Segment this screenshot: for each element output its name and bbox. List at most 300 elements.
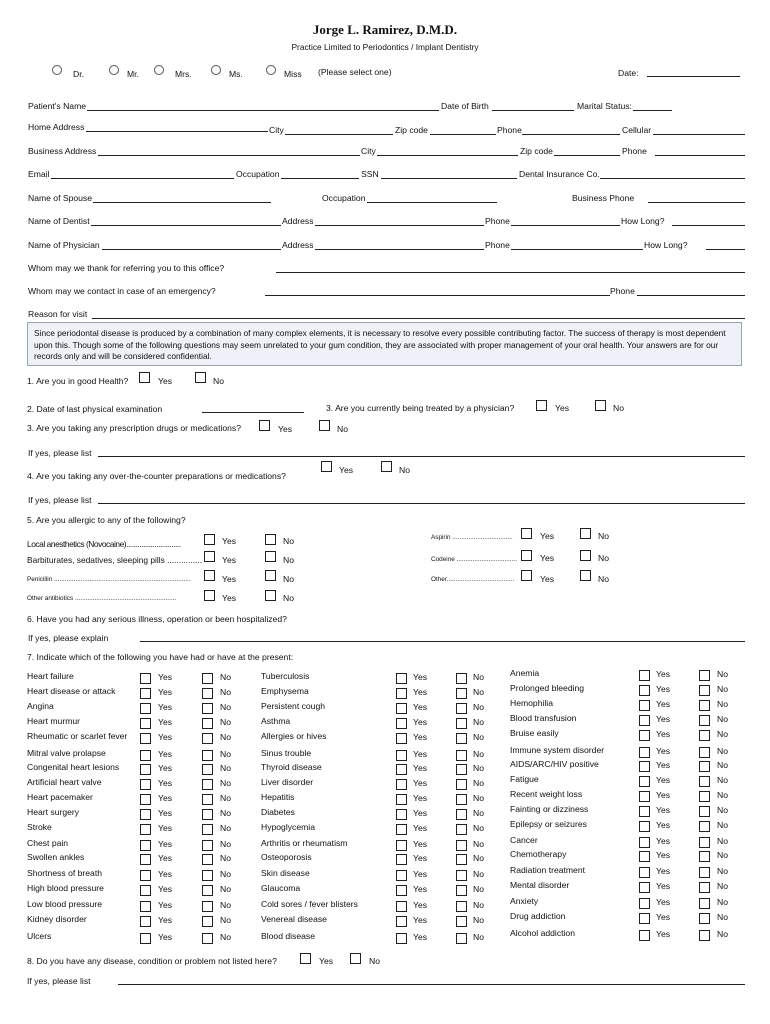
condition-col3-0-label: Anemia — [510, 668, 540, 678]
condition-col2-11-no-label: No — [473, 839, 484, 849]
condition-col2-10-yes-label: Yes — [413, 823, 428, 833]
q3-no-label: No — [613, 403, 624, 413]
q8-list-field[interactable] — [118, 984, 745, 985]
reason-field[interactable] — [92, 318, 745, 319]
condition-col2-4-no-checkbox[interactable] — [456, 733, 467, 744]
condition-col2-8-label: Hepatitis — [261, 792, 295, 802]
q4-no-checkbox[interactable] — [381, 461, 392, 472]
condition-col2-10-label: Hypoglycemia — [261, 822, 315, 832]
condition-col1-5-no-label: No — [220, 749, 231, 759]
physician-phone-label: Phone — [485, 240, 510, 250]
q1-no-label: No — [213, 376, 224, 386]
condition-col3-6-yes-checkbox[interactable] — [639, 761, 650, 772]
q2-field[interactable] — [202, 412, 304, 413]
condition-col1-13-no-checkbox[interactable] — [202, 870, 213, 881]
condition-col3-5-no-checkbox[interactable] — [699, 747, 710, 758]
occupation-label: Occupation — [236, 169, 280, 179]
condition-col3-3-label: Blood transfusion — [510, 713, 577, 723]
condition-col1-3-yes-label: Yes — [158, 717, 173, 727]
allergy-codeine-no[interactable] — [580, 550, 591, 561]
condition-col2-11-no-checkbox[interactable] — [456, 840, 467, 851]
condition-col3-2-yes-checkbox[interactable] — [639, 700, 650, 711]
allergy-local-anesthetics: Local anesthetics (Novocaine)............................. — [27, 539, 181, 549]
condition-col1-12-yes-checkbox[interactable] — [140, 854, 151, 865]
condition-col1-14-label: High blood pressure — [27, 883, 104, 893]
condition-col3-9-no-checkbox[interactable] — [699, 806, 710, 817]
physician-address-field[interactable] — [315, 249, 484, 250]
condition-col3-3-no-checkbox[interactable] — [699, 715, 710, 726]
allergy-barbiturates-yes-label: Yes — [222, 555, 237, 565]
condition-col2-13-yes-label: Yes — [413, 869, 428, 879]
condition-col3-8-no-checkbox[interactable] — [699, 791, 710, 802]
condition-col3-8-yes-checkbox[interactable] — [639, 791, 650, 802]
condition-col3-9-yes-checkbox[interactable] — [639, 806, 650, 817]
allergy-local-anesthetics-no[interactable] — [265, 534, 276, 545]
condition-col3-12-yes-checkbox[interactable] — [639, 851, 650, 862]
condition-col2-16-no-checkbox[interactable] — [456, 916, 467, 927]
condition-col3-17-label: Alcohol addiction — [510, 928, 575, 938]
condition-col3-11-no-checkbox[interactable] — [699, 837, 710, 848]
dental-insurance-field[interactable] — [600, 178, 745, 179]
allergy-local-anesthetics-yes[interactable] — [204, 534, 215, 545]
condition-col1-0-yes-checkbox[interactable] — [140, 673, 151, 684]
condition-col1-2-no-checkbox[interactable] — [202, 703, 213, 714]
condition-col1-5-no-checkbox[interactable] — [202, 750, 213, 761]
condition-col3-11-yes-checkbox[interactable] — [639, 837, 650, 848]
condition-col1-7-yes-checkbox[interactable] — [140, 779, 151, 790]
home-city-field[interactable] — [285, 134, 393, 135]
condition-col2-11-yes-checkbox[interactable] — [396, 840, 407, 851]
allergy-local-anesthetics-yes-label: Yes — [222, 536, 237, 546]
allergy-penicillin-no-label: No — [283, 574, 294, 584]
business-zip-label: Zip code — [520, 146, 553, 156]
condition-col1-16-label: Kidney disorder — [27, 914, 87, 924]
condition-col1-2-yes-label: Yes — [158, 702, 173, 712]
q8-no-checkbox[interactable] — [350, 953, 361, 964]
condition-col1-12-label: Swollen ankles — [27, 852, 85, 862]
condition-col1-6-yes-label: Yes — [158, 763, 173, 773]
condition-col3-17-yes-checkbox[interactable] — [639, 930, 650, 941]
date-label: Date: — [618, 68, 639, 78]
patient-name-field[interactable] — [87, 110, 439, 111]
q3b-no-checkbox[interactable] — [319, 420, 330, 431]
condition-col3-5-yes-checkbox[interactable] — [639, 747, 650, 758]
condition-col2-15-yes-checkbox[interactable] — [396, 901, 407, 912]
condition-col1-5-yes-label: Yes — [158, 749, 173, 759]
condition-col2-14-no-checkbox[interactable] — [456, 885, 467, 896]
condition-col1-15-no-checkbox[interactable] — [202, 901, 213, 912]
condition-col2-14-label: Glaucoma — [261, 883, 301, 893]
condition-col2-8-no-checkbox[interactable] — [456, 794, 467, 805]
physician-how-long-label: How Long? — [644, 240, 688, 250]
radio-dr[interactable] — [52, 65, 62, 75]
condition-col3-8-no-label: No — [717, 790, 728, 800]
condition-col3-13-label: Radiation treatment — [510, 865, 585, 875]
q3b-list-field[interactable] — [98, 456, 745, 457]
dentist-address-field[interactable] — [315, 225, 484, 226]
condition-col1-1-yes-checkbox[interactable] — [140, 688, 151, 699]
condition-col2-0-no-checkbox[interactable] — [456, 673, 467, 684]
condition-col2-4-yes-checkbox[interactable] — [396, 733, 407, 744]
cellular-field[interactable] — [653, 134, 745, 135]
condition-col1-5-yes-checkbox[interactable] — [140, 750, 151, 761]
condition-col2-10-no-checkbox[interactable] — [456, 824, 467, 835]
condition-col2-7-no-checkbox[interactable] — [456, 779, 467, 790]
physician-field[interactable] — [102, 249, 281, 250]
condition-col2-14-no-label: No — [473, 884, 484, 894]
condition-col3-15-yes-checkbox[interactable] — [639, 898, 650, 909]
q2-label: 2. Date of last physical examination — [27, 404, 163, 414]
spouse-occupation-field[interactable] — [367, 202, 497, 203]
condition-col1-9-no-checkbox[interactable] — [202, 809, 213, 820]
occupation-field[interactable] — [281, 178, 359, 179]
condition-col1-13-yes-checkbox[interactable] — [140, 870, 151, 881]
condition-col1-9-yes-label: Yes — [158, 808, 173, 818]
emergency-phone-label: Phone — [610, 286, 635, 296]
condition-col2-1-yes-checkbox[interactable] — [396, 688, 407, 699]
condition-col3-0-yes-checkbox[interactable] — [639, 670, 650, 681]
condition-col2-16-yes-checkbox[interactable] — [396, 916, 407, 927]
allergy-barbiturates: Barbiturates, sedatives, sleeping pills ............... — [27, 555, 203, 565]
condition-col3-15-yes-label: Yes — [656, 897, 671, 907]
physician-label: Name of Physician — [28, 240, 100, 250]
dob-label: Date of Birth — [441, 101, 489, 111]
condition-col2-6-yes-label: Yes — [413, 763, 428, 773]
condition-col2-9-yes-checkbox[interactable] — [396, 809, 407, 820]
spouse-label: Name of Spouse — [28, 193, 93, 203]
q6-explain-field[interactable] — [140, 641, 745, 642]
condition-col2-8-yes-checkbox[interactable] — [396, 794, 407, 805]
allergy-other-antibiotics-yes[interactable] — [204, 590, 215, 601]
condition-col3-13-no-checkbox[interactable] — [699, 867, 710, 878]
condition-col3-13-yes-label: Yes — [656, 866, 671, 876]
condition-col1-10-no-checkbox[interactable] — [202, 824, 213, 835]
condition-col3-5-yes-label: Yes — [656, 746, 671, 756]
condition-col1-8-yes-checkbox[interactable] — [140, 794, 151, 805]
condition-col2-16-yes-label: Yes — [413, 915, 428, 925]
condition-col2-7-no-label: No — [473, 778, 484, 788]
dentist-phone-field[interactable] — [511, 225, 620, 226]
condition-col2-2-no-label: No — [473, 702, 484, 712]
condition-col3-7-no-checkbox[interactable] — [699, 776, 710, 787]
condition-col2-12-yes-checkbox[interactable] — [396, 854, 407, 865]
business-address-label: Business Address — [28, 146, 97, 156]
condition-col2-14-yes-label: Yes — [413, 884, 428, 894]
condition-col2-11-yes-label: Yes — [413, 839, 428, 849]
condition-col3-10-label: Epilepsy or seizures — [510, 819, 587, 829]
dental-insurance-label: Dental Insurance Co. — [519, 169, 600, 179]
allergy-penicillin-no[interactable] — [265, 570, 276, 581]
ssn-field[interactable] — [381, 178, 517, 179]
condition-col3-13-no-label: No — [717, 866, 728, 876]
condition-col1-4-no-checkbox[interactable] — [202, 733, 213, 744]
business-phone-field[interactable] — [648, 202, 745, 203]
dentist-field[interactable] — [91, 225, 281, 226]
condition-col3-5-no-label: No — [717, 746, 728, 756]
condition-col2-0-yes-label: Yes — [413, 672, 428, 682]
condition-col2-0-yes-checkbox[interactable] — [396, 673, 407, 684]
q5-label: 5. Are you allergic to any of the following? — [27, 515, 186, 525]
condition-col2-7-yes-checkbox[interactable] — [396, 779, 407, 790]
condition-col1-14-no-checkbox[interactable] — [202, 885, 213, 896]
condition-col1-11-yes-checkbox[interactable] — [140, 840, 151, 851]
condition-col1-16-yes-label: Yes — [158, 915, 173, 925]
allergy-other-antibiotics-no-label: No — [283, 593, 294, 603]
condition-col1-4-yes-checkbox[interactable] — [140, 733, 151, 744]
condition-col1-3-yes-checkbox[interactable] — [140, 718, 151, 729]
condition-col1-0-no-checkbox[interactable] — [202, 673, 213, 684]
condition-col3-12-yes-label: Yes — [656, 850, 671, 860]
condition-col3-0-no-checkbox[interactable] — [699, 670, 710, 681]
condition-col1-17-yes-checkbox[interactable] — [140, 933, 151, 944]
condition-col2-15-no-checkbox[interactable] — [456, 901, 467, 912]
condition-col1-1-label: Heart disease or attack — [27, 686, 116, 696]
condition-col1-8-yes-label: Yes — [158, 793, 173, 803]
condition-col1-9-yes-checkbox[interactable] — [140, 809, 151, 820]
condition-col3-12-no-checkbox[interactable] — [699, 851, 710, 862]
allergy-aspirin-yes[interactable] — [521, 528, 532, 539]
condition-col2-5-no-checkbox[interactable] — [456, 750, 467, 761]
condition-col1-12-no-label: No — [220, 853, 231, 863]
condition-col2-17-yes-checkbox[interactable] — [396, 933, 407, 944]
condition-col1-4-yes-label: Yes — [158, 732, 173, 742]
allergy-penicillin-yes-label: Yes — [222, 574, 237, 584]
condition-col1-6-no-checkbox[interactable] — [202, 764, 213, 775]
condition-col3-10-yes-label: Yes — [656, 820, 671, 830]
condition-col1-7-label: Artificial heart valve — [27, 777, 102, 787]
condition-col1-17-no-checkbox[interactable] — [202, 933, 213, 944]
business-phone-row-label: Phone — [622, 146, 647, 156]
condition-col1-12-no-checkbox[interactable] — [202, 854, 213, 865]
dob-field[interactable] — [492, 110, 574, 111]
q3b-no-label: No — [337, 424, 348, 434]
condition-col3-17-yes-label: Yes — [656, 929, 671, 939]
condition-col3-4-no-checkbox[interactable] — [699, 730, 710, 741]
condition-col1-4-no-label: No — [220, 732, 231, 742]
allergy-other-yes-label: Yes — [540, 574, 555, 584]
allergy-codeine-no-label: No — [598, 553, 609, 563]
condition-col3-17-no-checkbox[interactable] — [699, 930, 710, 941]
allergy-penicillin-yes[interactable] — [204, 570, 215, 581]
q3-no-checkbox[interactable] — [595, 400, 606, 411]
condition-col2-10-yes-checkbox[interactable] — [396, 824, 407, 835]
condition-col3-14-no-label: No — [717, 881, 728, 891]
condition-col1-3-no-label: No — [220, 717, 231, 727]
confidentiality-notice: Since periodontal disease is produced by a combination of many complex elements, it is necessary to resolve every possible contributing factor. The success of therapy is most dependent upon this. Though some of the following questions may seem unrelated to your gum condition, they are associated with proper management of your oral health. Your answers are for our records only and will be considered confidential. — [27, 322, 742, 366]
physician-how-long-field[interactable] — [706, 249, 745, 250]
allergy-other-yes[interactable] — [521, 570, 532, 581]
condition-col2-17-label: Blood disease — [261, 931, 315, 941]
condition-col2-5-label: Sinus trouble — [261, 748, 312, 758]
business-city-field[interactable] — [377, 155, 518, 156]
business-address-field[interactable] — [98, 155, 360, 156]
condition-col3-2-no-label: No — [717, 699, 728, 709]
condition-col2-13-label: Skin disease — [261, 868, 310, 878]
physician-phone-field[interactable] — [511, 249, 643, 250]
condition-col3-4-yes-checkbox[interactable] — [639, 730, 650, 741]
condition-col3-14-yes-checkbox[interactable] — [639, 882, 650, 893]
condition-col3-1-yes-checkbox[interactable] — [639, 685, 650, 696]
condition-col3-11-label: Cancer — [510, 835, 538, 845]
condition-col1-15-yes-checkbox[interactable] — [140, 901, 151, 912]
condition-col3-0-no-label: No — [717, 669, 728, 679]
condition-col1-11-yes-label: Yes — [158, 839, 173, 849]
condition-col1-7-no-checkbox[interactable] — [202, 779, 213, 790]
allergy-aspirin-yes-label: Yes — [540, 531, 555, 541]
emergency-field[interactable] — [265, 295, 610, 296]
allergy-barbiturates-yes[interactable] — [204, 551, 215, 562]
condition-col2-0-label: Tuberculosis — [261, 671, 310, 681]
home-address-field[interactable] — [86, 131, 268, 132]
condition-col1-1-no-checkbox[interactable] — [202, 688, 213, 699]
condition-col1-3-no-checkbox[interactable] — [202, 718, 213, 729]
condition-col3-1-no-label: No — [717, 684, 728, 694]
marital-status-field[interactable] — [633, 110, 672, 111]
condition-col2-13-yes-checkbox[interactable] — [396, 870, 407, 881]
allergy-barbiturates-no[interactable] — [265, 551, 276, 562]
condition-col2-17-yes-label: Yes — [413, 932, 428, 942]
condition-col3-10-yes-checkbox[interactable] — [639, 821, 650, 832]
condition-col1-8-no-checkbox[interactable] — [202, 794, 213, 805]
condition-col1-0-no-label: No — [220, 672, 231, 682]
condition-col3-2-label: Hemophilia — [510, 698, 553, 708]
condition-col2-17-no-checkbox[interactable] — [456, 933, 467, 944]
condition-col2-5-yes-checkbox[interactable] — [396, 750, 407, 761]
condition-col2-3-no-checkbox[interactable] — [456, 718, 467, 729]
condition-col1-10-no-label: No — [220, 823, 231, 833]
condition-col3-14-no-checkbox[interactable] — [699, 882, 710, 893]
condition-col3-3-yes-label: Yes — [656, 714, 671, 724]
condition-col3-16-label: Drug addiction — [510, 911, 566, 921]
condition-col3-6-no-checkbox[interactable] — [699, 761, 710, 772]
condition-col1-6-no-label: No — [220, 763, 231, 773]
email-field[interactable] — [51, 178, 234, 179]
emergency-phone-field[interactable] — [637, 295, 745, 296]
condition-col1-15-label: Low blood pressure — [27, 899, 103, 909]
condition-col1-16-no-label: No — [220, 915, 231, 925]
condition-col3-1-label: Prolonged bleeding — [510, 683, 585, 693]
radio-label-miss: Miss — [284, 69, 302, 79]
condition-col2-12-label: Osteoporosis — [261, 852, 312, 862]
home-zip-field[interactable] — [430, 134, 496, 135]
condition-col1-0-yes-label: Yes — [158, 672, 173, 682]
condition-col2-2-label: Persistent cough — [261, 701, 326, 711]
q4-no-label: No — [399, 465, 410, 475]
condition-col2-15-yes-label: Yes — [413, 900, 428, 910]
date-field[interactable] — [647, 76, 740, 77]
condition-col3-2-no-checkbox[interactable] — [699, 700, 710, 711]
radio-ms[interactable] — [211, 65, 221, 75]
condition-col2-2-no-checkbox[interactable] — [456, 703, 467, 714]
q4-label: 4. Are you taking any over-the-counter preparations or medications? — [27, 471, 286, 481]
condition-col2-1-no-label: No — [473, 687, 484, 697]
condition-col3-13-yes-checkbox[interactable] — [639, 867, 650, 878]
condition-col1-3-label: Heart murmur — [27, 716, 81, 726]
condition-col1-5-label: Mitral valve prolapse — [27, 748, 106, 758]
allergy-other-antibiotics-no[interactable] — [265, 590, 276, 601]
condition-col3-16-yes-checkbox[interactable] — [639, 913, 650, 924]
condition-col3-15-no-checkbox[interactable] — [699, 898, 710, 909]
allergy-barbiturates-no-label: No — [283, 555, 294, 565]
condition-col2-8-yes-label: Yes — [413, 793, 428, 803]
q3b-label: 3. Are you taking any prescription drugs or medications? — [27, 423, 242, 433]
condition-col2-2-yes-checkbox[interactable] — [396, 703, 407, 714]
condition-col1-2-yes-checkbox[interactable] — [140, 703, 151, 714]
condition-col1-10-yes-label: Yes — [158, 823, 173, 833]
cellular-label: Cellular — [622, 125, 652, 135]
referral-field[interactable] — [276, 272, 745, 273]
condition-col2-5-no-label: No — [473, 749, 484, 759]
dentist-how-long-field[interactable] — [672, 225, 745, 226]
condition-col2-10-no-label: No — [473, 823, 484, 833]
q6-label: 6. Have you had any serious illness, operation or been hospitalized? — [27, 614, 287, 624]
condition-col3-15-no-label: No — [717, 897, 728, 907]
allergy-aspirin-no[interactable] — [580, 528, 591, 539]
condition-col2-3-yes-checkbox[interactable] — [396, 718, 407, 729]
condition-col1-6-yes-checkbox[interactable] — [140, 764, 151, 775]
condition-col2-6-yes-checkbox[interactable] — [396, 764, 407, 775]
condition-col1-11-no-checkbox[interactable] — [202, 840, 213, 851]
allergy-other-no[interactable] — [580, 570, 591, 581]
q6-explain-label: If yes, please explain — [28, 633, 109, 643]
condition-col3-3-yes-checkbox[interactable] — [639, 715, 650, 726]
reason-label: Reason for visit — [28, 309, 88, 319]
spouse-field[interactable] — [93, 202, 271, 203]
condition-col3-7-yes-checkbox[interactable] — [639, 776, 650, 787]
condition-col1-6-label: Congenital heart lesions — [27, 762, 120, 772]
condition-col1-16-no-checkbox[interactable] — [202, 916, 213, 927]
salutation-instruction: (Please select one) — [318, 67, 392, 77]
condition-col3-1-no-checkbox[interactable] — [699, 685, 710, 696]
condition-col2-12-no-checkbox[interactable] — [456, 854, 467, 865]
q4-list-field[interactable] — [98, 503, 745, 504]
q4-yes-checkbox[interactable] — [321, 461, 332, 472]
radio-miss[interactable] — [266, 65, 276, 75]
q3-yes-checkbox[interactable] — [536, 400, 547, 411]
referral-label: Whom may we thank for referring you to this office? — [28, 263, 225, 273]
condition-col1-8-label: Heart pacemaker — [27, 792, 93, 802]
condition-col2-9-no-checkbox[interactable] — [456, 809, 467, 820]
q1-yes-checkbox[interactable] — [139, 372, 150, 383]
condition-col2-1-no-checkbox[interactable] — [456, 688, 467, 699]
condition-col1-14-yes-checkbox[interactable] — [140, 885, 151, 896]
q3b-list-label: If yes, please list — [28, 448, 92, 458]
condition-col1-11-no-label: No — [220, 839, 231, 849]
condition-col2-6-no-checkbox[interactable] — [456, 764, 467, 775]
home-phone-field[interactable] — [522, 134, 620, 135]
radio-mrs[interactable] — [154, 65, 164, 75]
q8-yes-checkbox[interactable] — [300, 953, 311, 964]
home-zip-label: Zip code — [395, 125, 428, 135]
business-phone-row-field[interactable] — [655, 155, 745, 156]
q3b-yes-label: Yes — [278, 424, 293, 434]
condition-col2-15-label: Cold sores / fever blisters — [261, 899, 358, 909]
q8-no-label: No — [369, 956, 380, 966]
condition-col2-14-yes-checkbox[interactable] — [396, 885, 407, 896]
allergy-aspirin: Aspirin .................................. — [431, 534, 513, 541]
condition-col1-10-yes-checkbox[interactable] — [140, 824, 151, 835]
q3b-yes-checkbox[interactable] — [259, 420, 270, 431]
condition-col1-16-yes-checkbox[interactable] — [140, 916, 151, 927]
condition-col2-13-no-checkbox[interactable] — [456, 870, 467, 881]
condition-col3-16-no-checkbox[interactable] — [699, 913, 710, 924]
condition-col3-10-no-checkbox[interactable] — [699, 821, 710, 832]
business-zip-field[interactable] — [554, 155, 620, 156]
q1-no-checkbox[interactable] — [195, 372, 206, 383]
radio-mr[interactable] — [109, 65, 119, 75]
allergy-codeine: Codeine .................................. — [431, 556, 517, 563]
allergy-codeine-yes[interactable] — [521, 550, 532, 561]
